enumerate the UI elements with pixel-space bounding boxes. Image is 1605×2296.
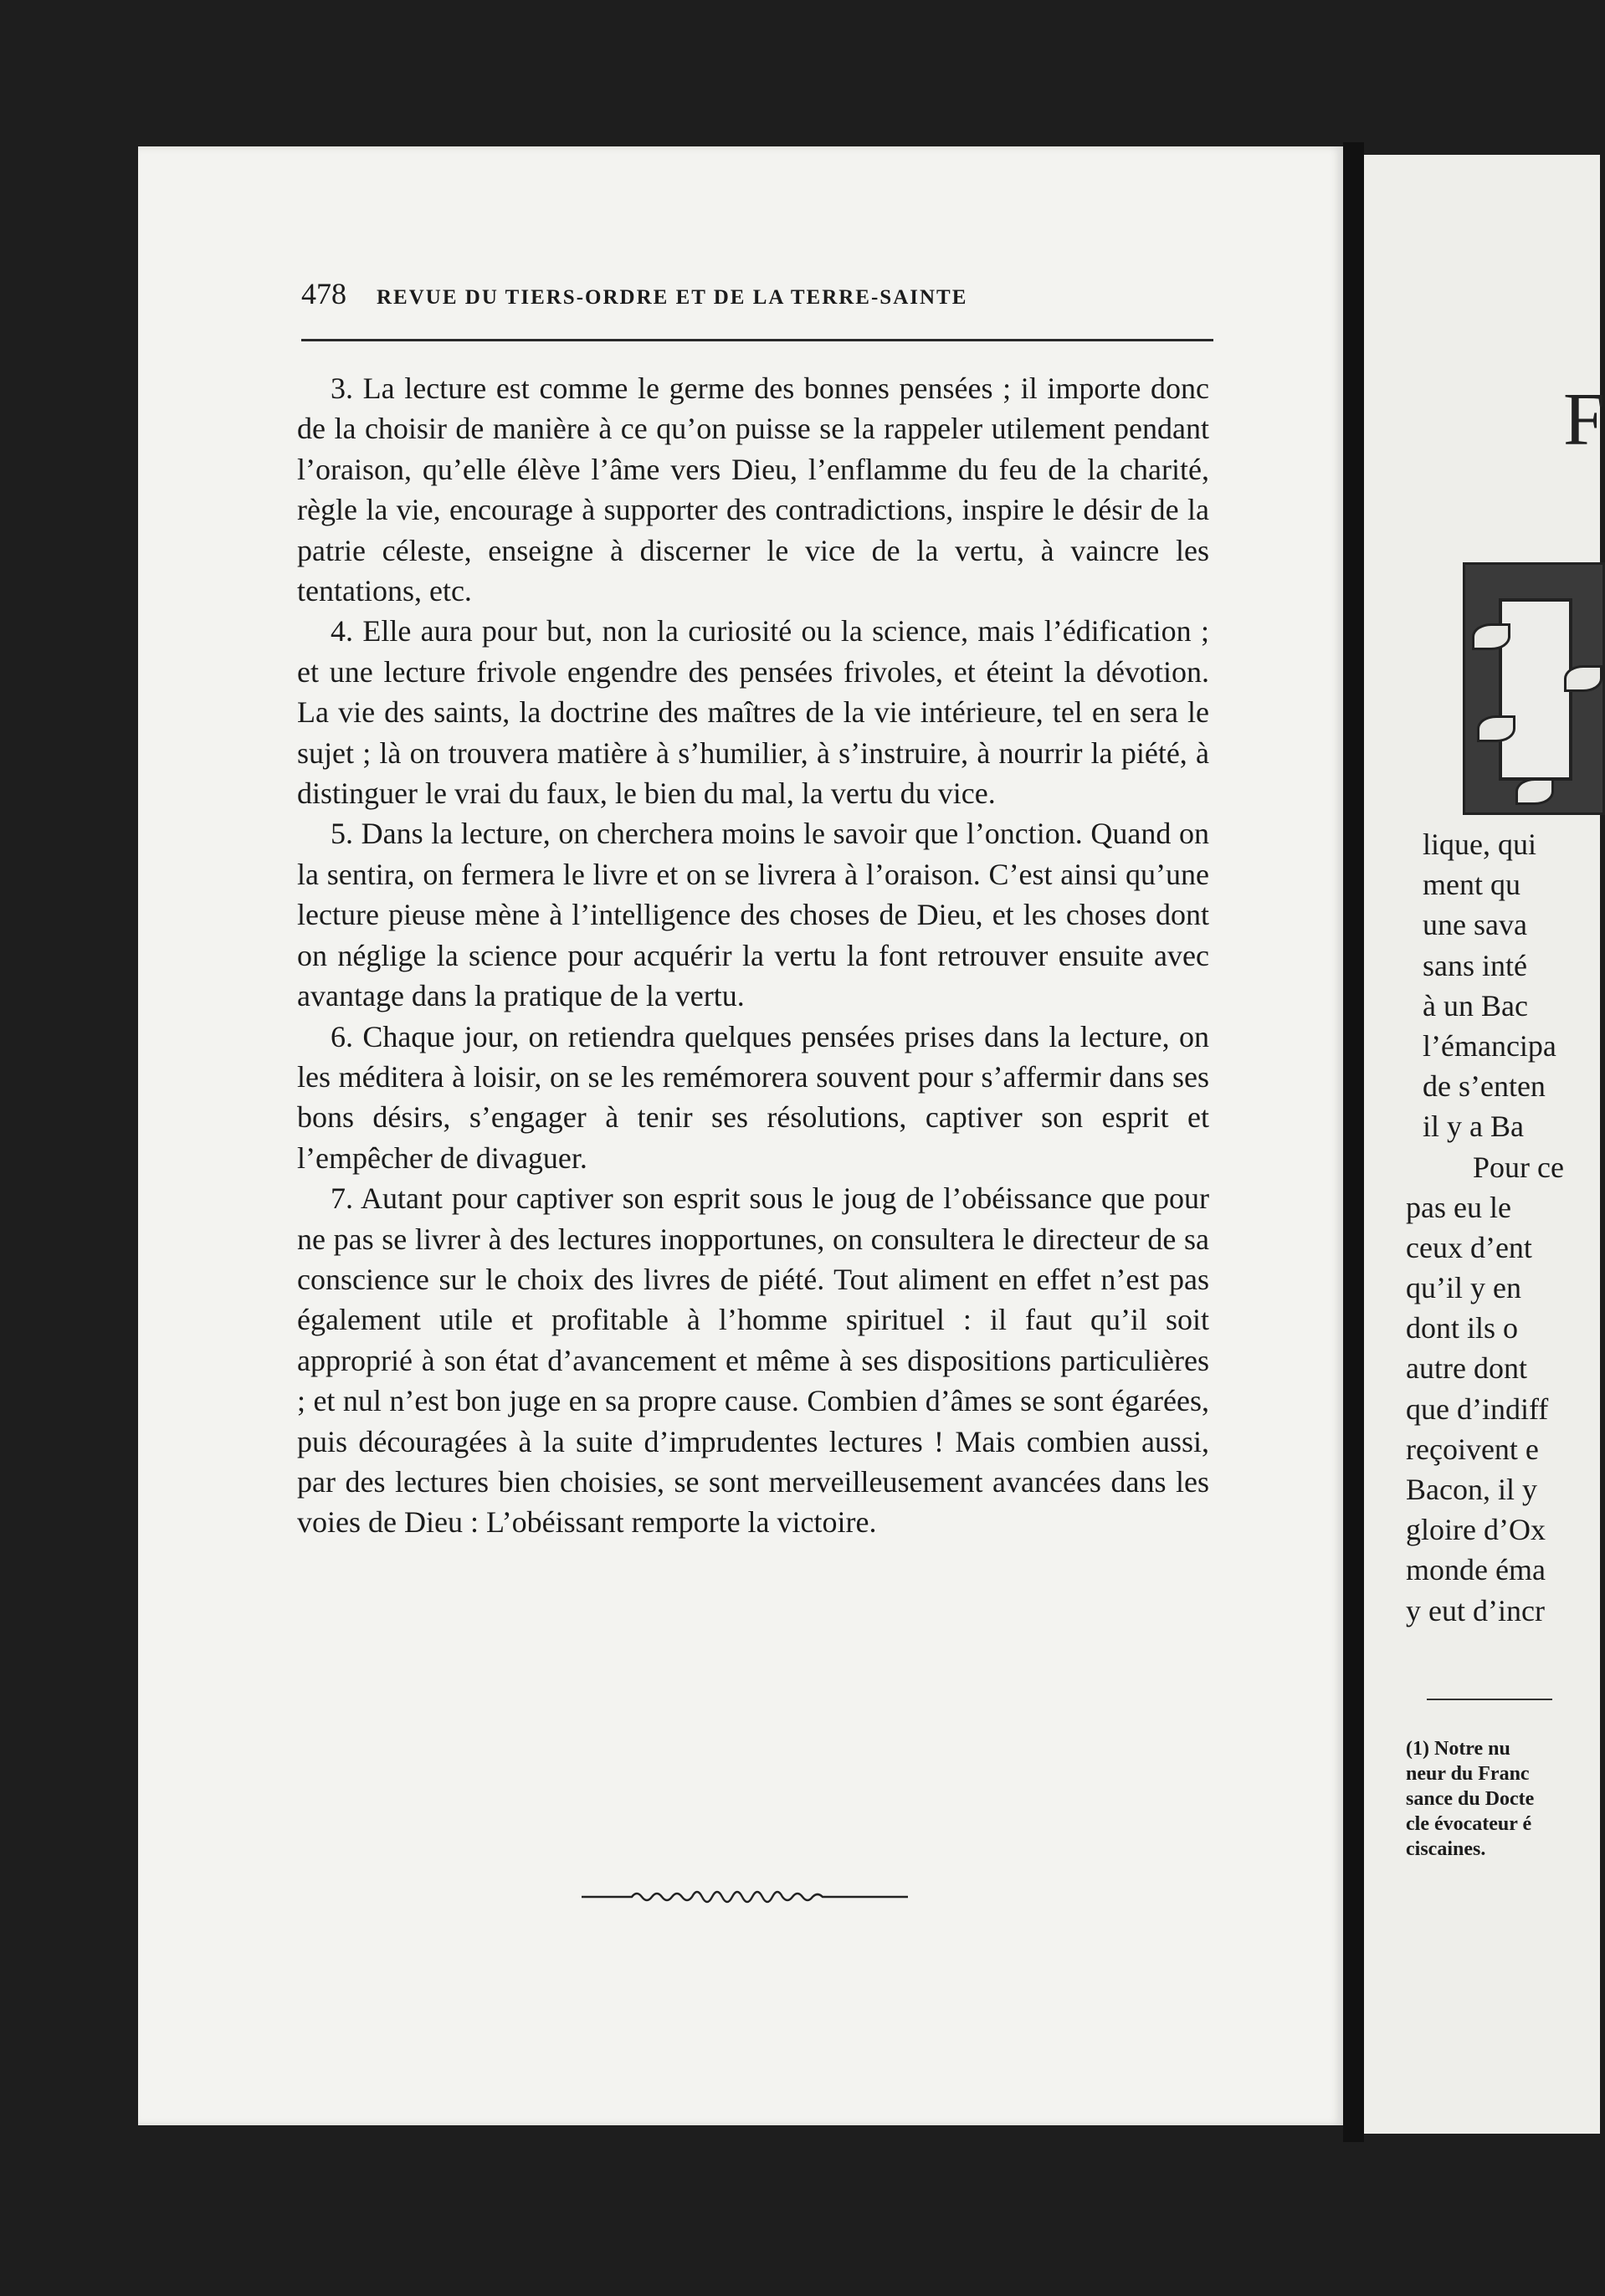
right-line: ceux d’ent — [1406, 1230, 1532, 1264]
right-line: reçoivent e — [1406, 1432, 1539, 1466]
right-line: monde éma — [1406, 1553, 1546, 1587]
wavy-ornament — [582, 1878, 908, 1912]
right-line: qu’il y en — [1406, 1271, 1521, 1305]
right-page-heading-initial: F — [1563, 378, 1605, 461]
dropcap-leaf — [1477, 715, 1515, 742]
ornamental-dropcap-image — [1463, 562, 1605, 815]
right-line: une sava — [1423, 908, 1527, 942]
right-line: y eut d’incr — [1406, 1593, 1545, 1627]
paragraph-7: 7. Autant pour captiver son esprit sous le joug de l’obéissance que pour ne pas se livrer à des lectures inopportunes, on consultera le directeur de sa conscience sur le choix des livres de piété. Tout aliment en effet n’est pas également utile et profitable à l’homme spirituel : il faut qu’il soit approprié à son état d’avancement et même à ses dispositions particulières ; et nul n’est bon juge en sa propre cause. Combien d’âmes se sont égarées, puis découragées à la suite d’imprudentes lectures ! Mais combien aussi, par des lectures bien choisies, se sont merveilleusement avancées dans les voies de Dieu : L’obéissant remporte la victoire. — [297, 1181, 1209, 1540]
footnote-line: (1) Notre nu — [1406, 1738, 1510, 1760]
footnote-line: ciscaines. — [1406, 1838, 1486, 1860]
dropcap-leaf — [1472, 623, 1510, 650]
right-line: pas eu le — [1406, 1190, 1511, 1224]
right-line: à un Bac — [1423, 988, 1528, 1022]
footnote-line: neur du Franc — [1406, 1763, 1530, 1785]
paragraph-3: 3. La lecture est comme le germe des bonnes pensées ; il importe donc de la choisir de manière à ce qu’on puisse se la rappeler utilement pendant l’oraison, qu’elle élève l’âme vers Dieu, l’enflamme du feu de la charité, règle la vie, encourage à supporter des contradictions, inspire le désir de la patrie céleste, enseigne à discerner le vice de la vertu, à vaincre les tentations, etc. — [297, 372, 1209, 608]
running-head — [301, 276, 1205, 326]
footnote-rule — [1427, 1699, 1552, 1700]
book-gutter — [1343, 142, 1364, 2142]
right-line: l’émancipa — [1423, 1028, 1556, 1063]
footnote-line: sance du Docte — [1406, 1788, 1535, 1810]
right-line: il y a Ba — [1423, 1110, 1524, 1144]
header-rule — [301, 339, 1213, 341]
footnote-line: cle évocateur é — [1406, 1813, 1532, 1835]
paragraph-5: 5. Dans la lecture, on cherchera moins le savoir que l’onction. Quand on la sentira, on fermera le livre et on se livrera à l’oraison. C’est ainsi qu’une lecture pieuse mène à l’intelligence des choses de Dieu, et les choses dont on néglige la science pour acquérir la vertu la font retrouver ensuite avec avantage dans la pratique de la vertu. — [297, 817, 1209, 1013]
dropcap-leaf — [1564, 665, 1602, 692]
right-line: lique, qui — [1423, 828, 1536, 861]
article-body — [297, 368, 1209, 1543]
right-line: ment qu — [1423, 868, 1520, 902]
journal-title: REVUE DU TIERS-ORDRE ET DE LA TERRE-SAINTE — [377, 286, 968, 309]
right-line: que d’indiff — [1406, 1391, 1549, 1426]
right-line: gloire d’Ox — [1406, 1513, 1546, 1547]
right-line: autre dont — [1406, 1351, 1527, 1386]
dropcap-leaf — [1515, 778, 1554, 805]
right-page-text — [1406, 824, 1600, 1631]
paragraph-4: 4. Elle aura pour but, non la curiosité ou la science, mais l’édification ; et une lecture frivole engendre des pensées frivoles, et éteint la dévotion. La vie des saints, la doctrine des maîtres de la vie intérieure, tel en sera le sujet ; là on trouvera matière à s’humilier, à s’instruire, à nourrir la piété, à distinguer le vrai du faux, le bien du mal, la vertu du vice. — [297, 614, 1209, 811]
page-number: 478 — [301, 277, 346, 310]
right-line: Pour ce — [1473, 1150, 1564, 1184]
right-line: de s’enten — [1423, 1069, 1546, 1104]
right-line: dont ils o — [1406, 1311, 1519, 1345]
right-line: Bacon, il y — [1406, 1473, 1537, 1506]
right-page-footnote — [1406, 1736, 1600, 1862]
right-line: sans inté — [1423, 948, 1527, 982]
paragraph-6: 6. Chaque jour, on retiendra quelques pensées prises dans la lecture, on les méditera à loisir, on se les remémorera souvent pour s’affermir dans ses bons désirs, s’engager à tenir ses résolutions, captiver son esprit et l’empêcher de divaguer. — [297, 1019, 1209, 1175]
